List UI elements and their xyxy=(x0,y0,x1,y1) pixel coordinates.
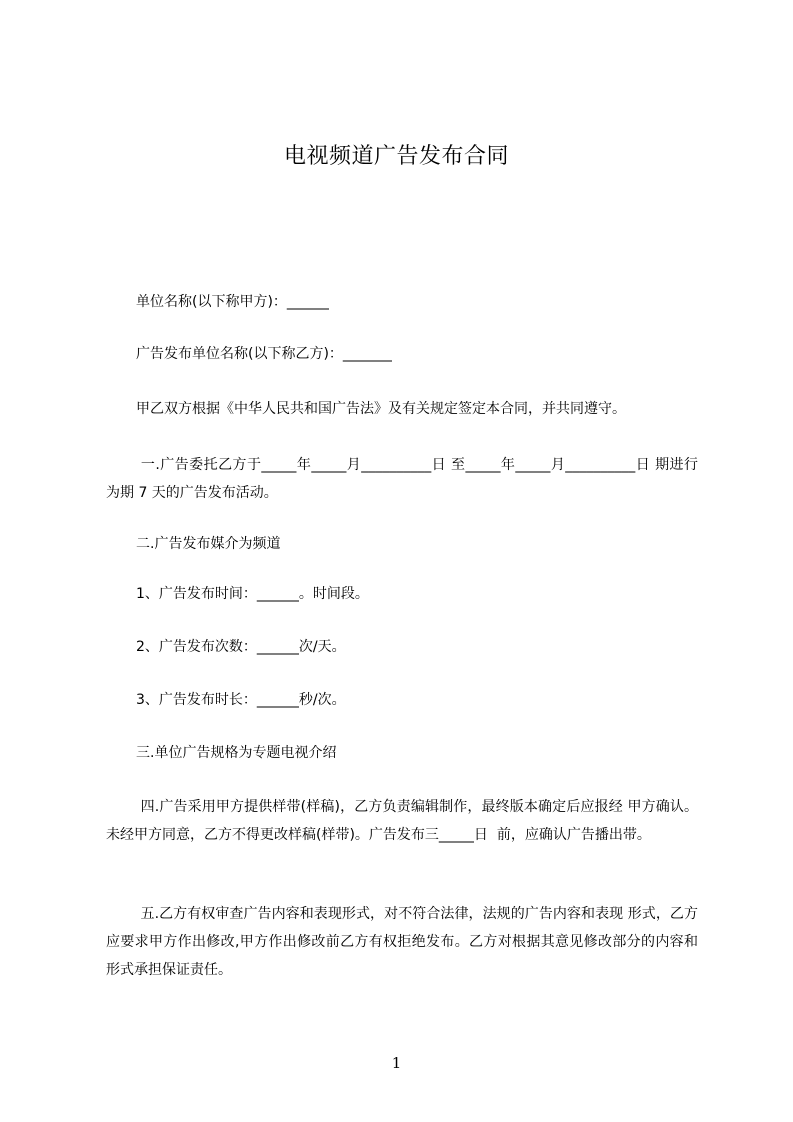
paragraph-clause-2-item-3: 3、广告发布时长：______秒/次。 xyxy=(136,692,346,708)
paragraph-clause-5: 五.乙方有权审查广告内容和表现形式，对不符合法律，法规的广告内容和表现 形式，乙方应要求甲方作出修改,甲方作出修改前乙方有权拒绝发布。乙方对根据其意见修改部分的内容和形式承担保证责任。 xyxy=(106,906,698,978)
paragraph-clause-2-item-1: 1、广告发布时间：______。时间段。 xyxy=(136,586,369,602)
paragraph-preamble: 甲乙双方根据《中华人民共和国广告法》及有关规定签定本合同，并共同遵守。 xyxy=(136,401,626,417)
paragraph-clause-1: 一.广告委托乙方于_____年_____月__________日 至_____年_____月__________日 期进行为期 7 天的广告发布活动。 xyxy=(106,457,698,501)
paragraph-clause-2-item-2: 2、广告发布次数：______次/天。 xyxy=(136,639,346,655)
document-title: 电视频道广告发布合同 xyxy=(283,144,509,169)
paragraph-party-a: 单位名称(以下称甲方)：______ xyxy=(136,294,329,310)
paragraph-party-b: 广告发布单位名称(以下称乙方)：_______ xyxy=(136,346,392,362)
paragraph-clause-3: 三.单位广告规格为专题电视介绍 xyxy=(136,745,337,761)
paragraph-clause-2: 二.广告发布媒介为频道 xyxy=(136,536,281,552)
paragraph-clause-4: 四.广告采用甲方提供样带(样稿)，乙方负责编辑制作，最终版本确定后应报经 甲方确认。未经甲方同意，乙方不得更改样稿(样带)。广告发布三_____日 前，应确认广告播出带。 xyxy=(106,799,698,843)
page-number: 1 xyxy=(391,1054,402,1072)
